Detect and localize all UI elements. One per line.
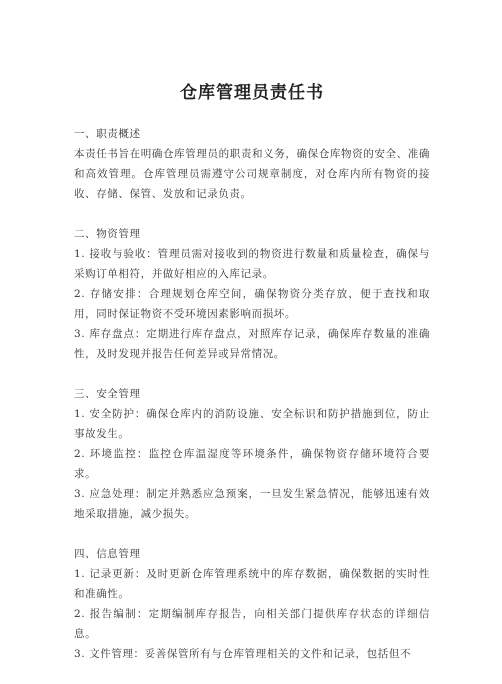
list-item: 1. 接收与验收：管理员需对接收到的物资进行数量和质量检查，确保与采购订单相符，并做好相应的入库记录。 (74, 248, 430, 280)
list-item: 2. 存储安排：合理规划仓库空间，确保物资分类存放，便于查找和取用，同时保证物资不受环境因素影响而损坏。 (74, 288, 430, 320)
list-item: 3. 应急处理：制定并熟悉应急预案，一旦发生紧急情况，能够迅速有效地采取措施，减少损失。 (74, 488, 430, 520)
document-body (74, 124, 430, 684)
list-item: 1. 安全防护：确保仓库内的消防设施、安全标识和防护措施到位，防止事故发生。 (74, 408, 430, 440)
section-heading: 一、职责概述 (74, 128, 141, 140)
section-heading: 二、物资管理 (74, 228, 141, 240)
list-item: 3. 库存盘点：定期进行库存盘点，对照库存记录，确保库存数量的准确性，及时发现并报告任何差异或异常情况。 (74, 328, 430, 360)
section-overview (74, 124, 430, 204)
list-item: 1. 记录更新：及时更新仓库管理系统中的库存数据，确保数据的实时性和准确性。 (74, 568, 430, 600)
section-material-management (74, 224, 430, 364)
list-item: 2. 报告编制：定期编制库存报告，向相关部门提供库存状态的详细信息。 (74, 608, 430, 640)
section-information-management (74, 544, 430, 664)
section-safety-management (74, 384, 430, 524)
list-item: 2. 环境监控：监控仓库温湿度等环境条件，确保物资存储环境符合要求。 (74, 448, 430, 480)
section-paragraph: 本责任书旨在明确仓库管理员的职责和义务，确保仓库物资的安全、准确和高效管理。仓库管理员需遵守公司规章制度，对仓库内所有物资的接收、存储、保管、发放和记录负责。 (74, 148, 430, 200)
list-item: 3. 文件管理：妥善保管所有与仓库管理相关的文件和记录，包括但不 (74, 648, 412, 660)
section-heading: 四、信息管理 (74, 548, 141, 560)
section-heading: 三、安全管理 (74, 388, 141, 400)
document-title: 仓库管理员责任书 (180, 83, 324, 103)
